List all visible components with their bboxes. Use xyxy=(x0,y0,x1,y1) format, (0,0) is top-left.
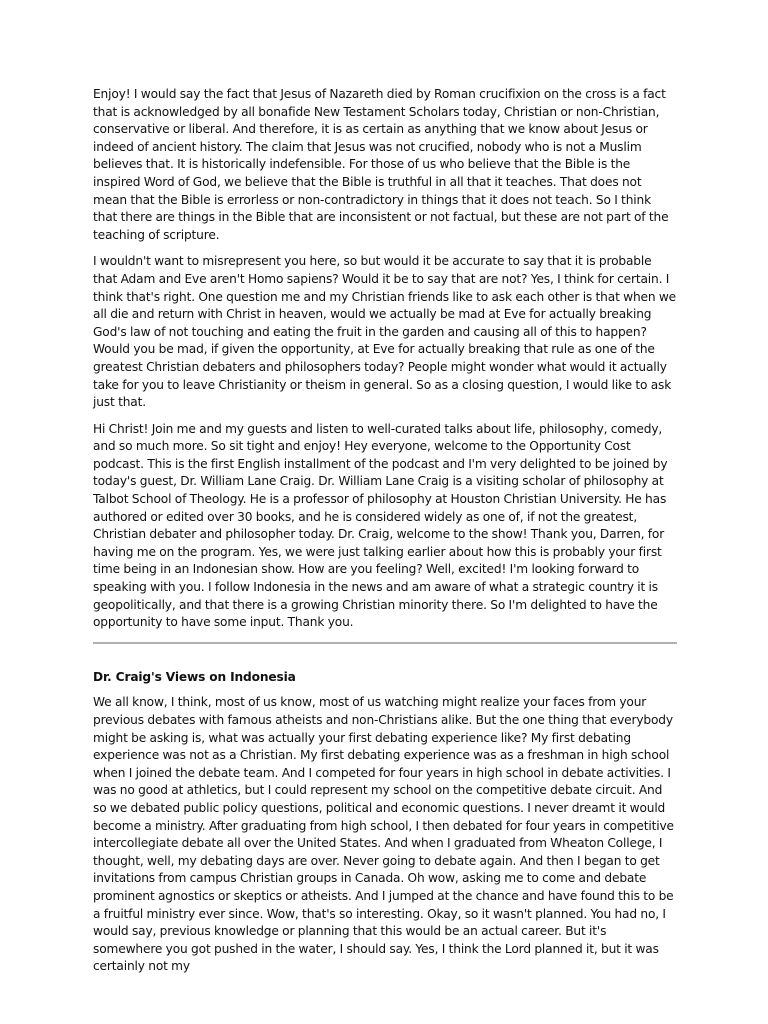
section-heading: Dr. Craig's Views on Indonesia xyxy=(93,669,296,684)
paragraph-podcast-intro: Hi Christ! Join me and my guests and listen to well-curated talks about life, philosophy, comedy, and so much more. So sit tight and enjoy! Hey everyone, welcome to the Opportunity Cost podcast. This is the first English installment of the podcast and I'm very delighted to be joined by today's guest, Dr. William Lane Craig. Dr. William Lane Craig is a visiting scholar of philosophy at Talbot School of Theology. He is a professor of philosophy at Houston Christian University. He has authored or edited over 30 books, and he is considered widely as one of, if not the greatest, Christian debater and philosopher today. Dr. Craig, welcome to the show! Thank you, Darren, for having me on the program. Yes, we were just talking earlier about how this is probably your first time being in an Indonesian show. How are you feeling? Well, excited! I'm looking forward to speaking with you. I follow Indonesia in the news and am aware of what a strategic country it is geopolitically, and that there is a growing Christian minority there. So I'm delighted to have the opportunity to have some input. Thank you. xyxy=(93,421,668,630)
paragraph-adam-and-eve: I wouldn't want to misrepresent you here, so but would it be accurate to say that it is probable that Adam and Eve aren't Homo sapiens? Would it be to say that are not? Yes, I think for certain. I think that's right. One question me and my Christian friends like to ask each other is that when we all die and return with Christ in heaven, would we actually be mad at Eve for actually breaking God's law of not touching and eating the fruit in the garden and causing all of this to happen? Would you be mad, if given the opportunity, at Eve for actually breaking that rule as one of the greatest Christian debaters and philosophers today? People might wonder what would it actually take for you to leave Christianity or theism in general. So as a closing question, I would like to ask just that. xyxy=(93,254,677,410)
paragraph-debating-experience: We all know, I think, most of us know, most of us watching might realize your faces from your previous debates with famous atheists and non-Christians alike. But the one thing that everybody might be asking is, what was actually your first debating experience like? My first debating experience was not as a Christian. My first debating experience was as a freshman in high school when I joined the debate team. And I competed for four years in high school in debate activities. I was no good at athletics, but I could represent my school on the competitive debate circuit. And so we debated public policy questions, political and economic questions. I never dreamt it would become a ministry. After graduating from high school, I then debated for four years in competitive intercollegiate debate all over the United States. And when I graduated from Wheaton College, I thought, well, my debating days are over. Never going to debate again. And then I began to get invitations from campus Christian groups in Canada. Oh wow, asking me to come and debate prominent agnostics or skeptics or atheists. And I jumped at the chance and have found this to be a fruitful ministry ever since. Wow, that's so interesting. Okay, so it wasn't planned. You had no, I would say, previous knowledge or planning that this would be an actual career. But it's somewhere you got pushed in the water, I should say. Yes, I think the Lord planned it, but it was certainly not my xyxy=(93,695,674,974)
section-divider xyxy=(93,642,677,644)
paragraph-crucifixion: Enjoy! I would say the fact that Jesus of Nazareth died by Roman crucifixion on the cross is a fact that is acknowledged by all bonafide New Testament Scholars today, Christian or non-Christian, conservative or liberal. And therefore, it is as certain as anything that we know about Jesus or indeed of ancient history. The claim that Jesus was not crucified, nobody who is not a Muslim believes that. It is historically indefensible. For those of us who believe that the Bible is the inspired Word of God, we believe that the Bible is truthful in all that it teaches. That does not mean that the Bible is errorless or non-contradictory in things that it does not teach. So I think that there are things in the Bible that are inconsistent or not factual, but these are not part of the teaching of scripture. xyxy=(93,87,669,242)
document-body xyxy=(93,86,677,985)
